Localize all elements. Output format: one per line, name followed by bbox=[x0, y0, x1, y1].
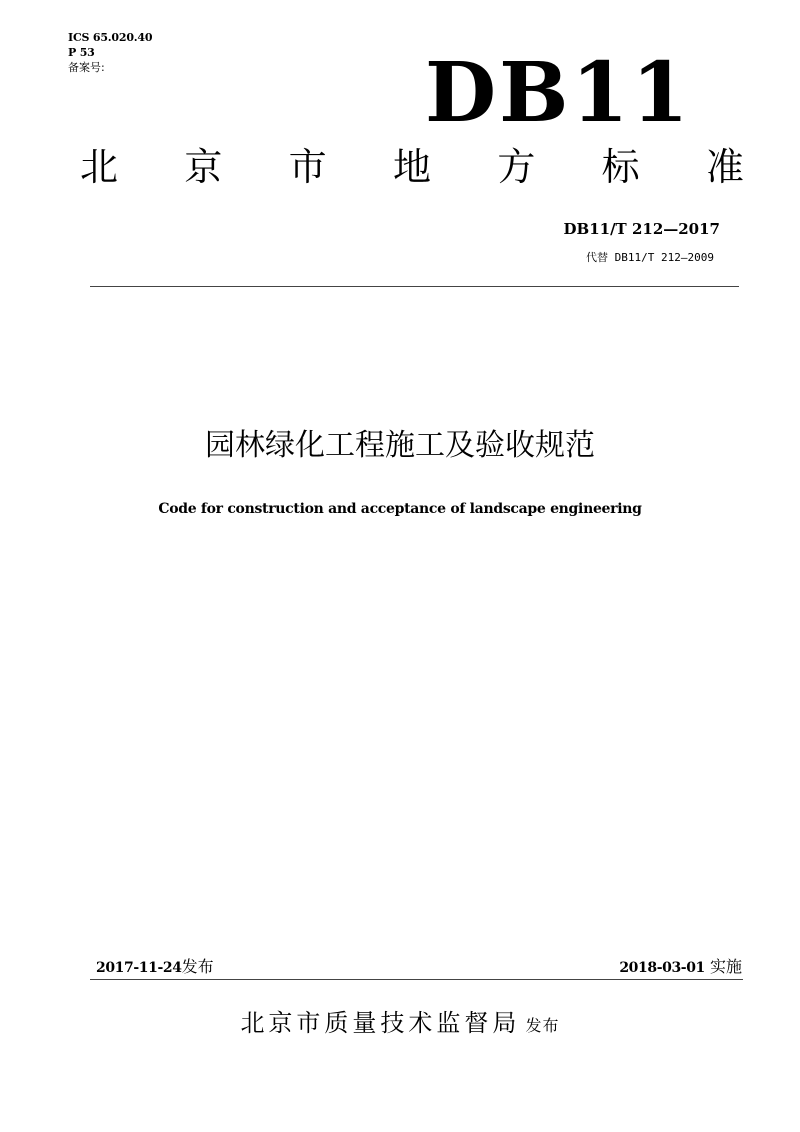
implementation-label: 实施 bbox=[709, 957, 742, 976]
standard-type-char: 标 bbox=[601, 145, 640, 189]
implementation-date-line bbox=[619, 957, 742, 978]
standard-type-char: 北 bbox=[80, 145, 119, 189]
issuing-authority bbox=[0, 1003, 800, 1038]
footer-divider bbox=[90, 979, 743, 980]
standard-type-char: 市 bbox=[288, 145, 327, 189]
document-title-en: Code for construction and acceptance of landscape engineering bbox=[158, 501, 642, 517]
issue-date: 2017-11-24 bbox=[96, 960, 182, 976]
standard-type-char: 准 bbox=[705, 145, 744, 189]
ccs-code: P 53 bbox=[68, 46, 95, 59]
standard-mark-db11: DB11 bbox=[425, 45, 692, 141]
ics-code: ICS 65.020.40 bbox=[68, 31, 153, 44]
standard-type-char: 地 bbox=[392, 145, 431, 189]
issuer-verb: 发布 bbox=[525, 1016, 560, 1035]
filing-number-label: 备案号: bbox=[68, 61, 105, 74]
document-title-zh: 园林绿化工程施工及验收规范 bbox=[205, 428, 595, 463]
issue-label: 发布 bbox=[181, 957, 214, 976]
standard-number: DB11/T 212—2017 bbox=[563, 220, 720, 238]
header-divider bbox=[90, 286, 739, 287]
issuer-name: 北京市质量技术监督局 bbox=[240, 1009, 521, 1037]
replaces-standard: 代替 DB11/T 212—2009 bbox=[586, 251, 714, 264]
implementation-date: 2018-03-01 bbox=[619, 960, 705, 976]
standard-type-title bbox=[80, 143, 744, 191]
standard-type-char: 京 bbox=[184, 145, 223, 189]
issue-date-line bbox=[96, 957, 214, 978]
standard-type-char: 方 bbox=[497, 145, 536, 189]
